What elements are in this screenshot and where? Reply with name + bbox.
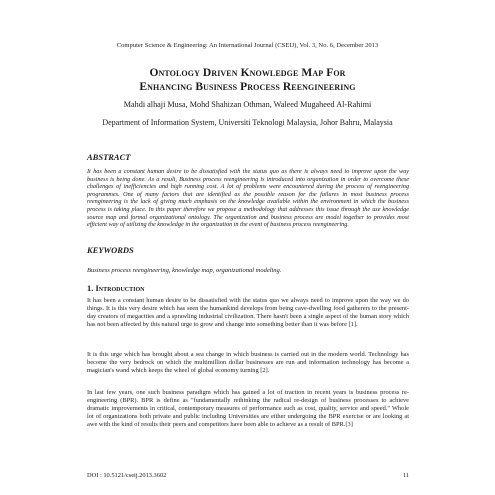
page-footer xyxy=(87,472,409,479)
intro-paragraph-3: In last few years, one such business paradigm which has gained a lot of traction in recent years is business process re-engineering (BPR). BPR is define as "fundamentally rethinking the radical re-design of business processes to achieve dramatic improvements in critical, contemporary measures of performance such as cost, quality, service and speed." Whole lot of organizations both private and public including Universities are either undergoing the BPR exercise or are looking at awe with the kind of results their peers and competitors have been able to achieve as a result of BPR.[3] xyxy=(87,389,409,428)
section-number: 1. xyxy=(87,283,94,293)
abstract-text: It has been a constant human desire to be dissatisfied with the status quo as there is always need to improve upon the way business is being done. As a result, Business process reengineering is introduced into organization in order to overcome these challenges of inefficiencies and high running cost. A lot of problems were encountered during the process of reengineering programmes. One of many factors that are identified as the possible reason for the failures in most business process reengineering is the lack of giving much emphasis on the knowledge available within the environment in which the business process is taking place. In this paper therefore we propose a methodology that addresses this issue through the use knowledge source map and formal organizational ontology. The organization and business process are model together to provides most efficient way of utilizing the knowledge in the organization in the event of business process reengineering. xyxy=(87,168,409,229)
title-line-2: Enhancing Business Process Reengineering xyxy=(139,81,356,93)
paper-title xyxy=(60,66,435,94)
intro-paragraph-2: It is this urge which has brought about a sea change in which business is carried out in the modern world. Technology has become the very bedrock on which the multimillion dollar businesses are run and information technology has become a magician's wand which keeps the wheel of global economy turning [2]. xyxy=(87,351,409,374)
abstract-heading: ABSTRACT xyxy=(87,152,131,162)
intro-paragraph-1: It has been a constant human desire to be dissatisfied with the status quo we always need to improve upon the way we do things. It is this very desire which has seen the humankind develops from being cave-dwelling food gatherers to the present- day creators of megacities and a sprawling industrial civilization. There hasn't been a single aspect of the human story which has not been affected by this natural urge to grow and change into something better than it was before [1]. xyxy=(87,297,409,328)
affiliation: Department of Information System, Universiti Teknologi Malaysia, Johor Bahru, Malaysia xyxy=(102,118,393,127)
journal-header: Computer Science & Engineering: An International Journal (CSEIJ), Vol. 3, No. 6, December 2013 xyxy=(116,42,379,49)
page-number: 11 xyxy=(402,472,409,479)
title-line-1: Ontology Driven Knowledge Map For xyxy=(149,67,346,79)
section-title: Introduction xyxy=(95,283,145,293)
doi: DOI : 10.5121/cseij.2013.3602 xyxy=(87,472,167,479)
authors: Mahdi alhaji Musa, Mohd Shahizan Othman, Waleed Mugaheed Al-Rahimi xyxy=(123,100,372,109)
keywords-text: Business process reengineering, knowledge map, organizational modeling. xyxy=(87,267,282,274)
keywords-heading: KEYWORDS xyxy=(87,245,134,255)
section-heading xyxy=(87,283,144,293)
